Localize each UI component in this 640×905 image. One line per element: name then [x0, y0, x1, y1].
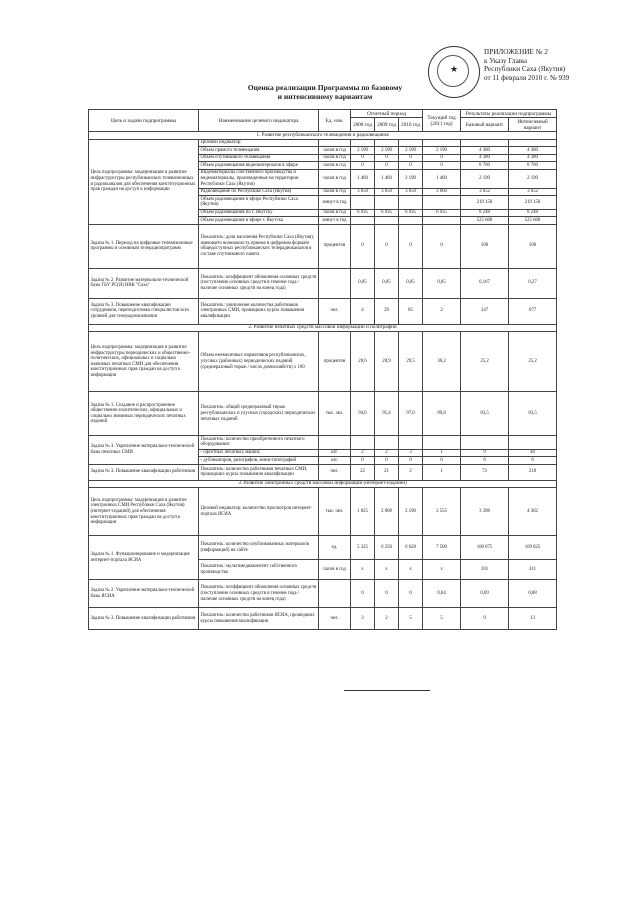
value-cell: 0 [351, 162, 375, 170]
value-cell: 4 380 [461, 147, 509, 155]
value-cell: 525 600 [509, 217, 557, 225]
value-cell [351, 436, 375, 449]
value-cell [399, 139, 423, 147]
appendix-line: к Указу Главы [484, 56, 528, 65]
value-cell: 2 555 [423, 488, 461, 536]
unit-cell: чел. [319, 298, 351, 324]
value-cell [375, 196, 399, 209]
value-cell: 1 460 [375, 169, 399, 188]
indicator-cell: Целевой индикатор: [199, 139, 319, 147]
value-cell: 0 [375, 580, 399, 608]
value-cell: 2 190 [399, 169, 423, 188]
value-cell: 3 [351, 608, 375, 630]
indicator-cell: Объем радиовещания в эфире Республики Саха (Якутия) [199, 196, 319, 209]
value-cell: 85 [399, 298, 423, 324]
table-row [89, 224, 557, 268]
appendix-line: ПРИЛОЖЕНИЕ № 2 [484, 48, 548, 56]
value-cell: 525 600 [461, 217, 509, 225]
value-cell: х [375, 560, 399, 580]
value-cell: 6 [461, 457, 509, 465]
value-cell [509, 139, 557, 147]
value-cell: 0 [423, 224, 461, 268]
value-cell: 0,69 [461, 580, 509, 608]
value-cell [399, 196, 423, 209]
unit-cell: часов в год [319, 154, 351, 162]
unit-cell: чел. [319, 608, 351, 630]
table-row [89, 332, 557, 392]
value-cell [399, 217, 423, 225]
indicator-cell: Целевой индикатор: количество просмотров интернет-портала ЯСИА [199, 488, 319, 536]
unit-cell: процентов [319, 332, 351, 392]
value-cell: 1 460 [423, 169, 461, 188]
goal-cell: Цель подпрограммы: модернизация и развитие инфраструктуры республиканских телевизионных и радиоканалов для обеспечения конституционных прав граждан на доступ к информации [89, 139, 199, 224]
value-cell: 5 [399, 608, 423, 630]
value-cell: 0 [351, 224, 375, 268]
value-cell: 2 008 [375, 488, 399, 536]
value-cell: 28,6 [351, 332, 375, 392]
unit-cell [319, 268, 351, 298]
value-cell: 99,8 [423, 392, 461, 436]
value-cell: 0,27 [509, 268, 557, 298]
value-cell: 6 628 [399, 536, 423, 560]
table-row [89, 436, 557, 449]
evaluation-table [88, 109, 557, 630]
section-title: 3. Развитие электронных средств массовой информации (интернет-изданий) [89, 480, 557, 488]
goal-cell: Цель подпрограммы: модернизация и развитие электронных СМИ Республики Саха (Якутия) (интернет-изданий) для обеспечения конституционных прав граждан на доступ к информации [89, 488, 199, 536]
table-row [89, 464, 557, 480]
value-cell: 1 460 [351, 169, 375, 188]
unit-cell [319, 580, 351, 608]
unit-cell: ед. [319, 536, 351, 560]
value-cell: 0 [423, 154, 461, 162]
indicator-cell: Показатель: мультимедиаконтент собственного производства [199, 560, 319, 580]
indicator-cell: Объем радиовещания в эфире г. Якутска [199, 217, 319, 225]
value-cell: 3 652 [509, 188, 557, 196]
value-cell: 2 [423, 298, 461, 324]
value-cell: 219 150 [461, 196, 509, 209]
value-cell: 28,9 [375, 332, 399, 392]
value-cell: 29,5 [399, 332, 423, 392]
value-cell: 2 [375, 449, 399, 457]
value-cell: 2 190 [399, 488, 423, 536]
value-cell: 3 650 [375, 188, 399, 196]
value-cell: 4 380 [461, 154, 509, 162]
table-row [89, 268, 557, 298]
title-line: и интенсивному вариантам [277, 91, 373, 101]
value-cell: 6 258 [375, 536, 399, 560]
value-cell: 4 380 [509, 154, 557, 162]
value-cell: 2 190 [509, 169, 557, 188]
value-cell: 210 [509, 464, 557, 480]
table-row [89, 392, 557, 436]
indicator-cell: Показатель: коэффициент обновления основных средств (поступление основных средств в течение года / наличие основных средств на конец года) [199, 580, 319, 608]
task-cell: Задача № 3. Повышение квалификации работников [89, 608, 199, 630]
value-cell: 6 935 [423, 209, 461, 217]
unit-cell: шт. [319, 449, 351, 457]
indicator-cell: Показатель: количество приобретенного печатного оборудования: [199, 436, 319, 449]
unit-cell: часов в год [319, 188, 351, 196]
value-cell [423, 196, 461, 209]
value-cell: 347 [461, 298, 509, 324]
col-results: Результаты реализации подпрограммы [461, 110, 557, 118]
value-cell [351, 217, 375, 225]
value-cell: 4 [351, 298, 375, 324]
title-line: Оценка реализации Программы по базовому [247, 83, 403, 92]
indicator-cell: Показатель: доля населения Республики Саха (Якутия), имеющего возможность приема в цифровом формате общедоступных республиканских телерадиоканалов в составе спутникового пакета [199, 224, 319, 268]
value-cell: 0 [375, 224, 399, 268]
value-cell: 0,05 [351, 268, 375, 298]
value-cell [423, 139, 461, 147]
value-cell [423, 217, 461, 225]
value-cell: 0 [423, 162, 461, 170]
value-cell: 1 [423, 449, 461, 457]
table-row [89, 298, 557, 324]
unit-cell: часов в год [319, 169, 351, 188]
indicator-cell: Объем ежемесячных нормативов республиканских, улусных (районных) периодических изданий (среднеразовый тираж / число домохозяйств) х 100 [199, 332, 319, 392]
table-header-row [89, 110, 557, 118]
value-cell [375, 139, 399, 147]
value-cell: 219 150 [509, 196, 557, 209]
col-indicator: Наименование целевого индикатора [199, 110, 319, 132]
value-cell: х [399, 560, 423, 580]
value-cell [375, 436, 399, 449]
indicator-cell: Радиовещание по Республике Саха (Якутия) [199, 188, 319, 196]
value-cell: 2 190 [461, 169, 509, 188]
unit-cell [319, 139, 351, 147]
value-cell: 0 [375, 457, 399, 465]
value-cell: 2 190 [423, 147, 461, 155]
section-title: 2. Развитие печатных средств массовой информации и полиграфии [89, 324, 557, 332]
value-cell: 4 380 [509, 147, 557, 155]
value-cell: 3 660 [423, 188, 461, 196]
task-cell: Задача № 3. Повышение квалификации сотрудников, переподготовка специалистов всех уровней для телерадиокомпании [89, 298, 199, 324]
col-2010: 2010 год [399, 118, 423, 132]
value-cell: 0,05 [423, 268, 461, 298]
indicator-cell: Показатель: увеличение количества работников электронных СМИ, прошедших курсы повышения квалификации [199, 298, 319, 324]
value-cell: 3 650 [351, 188, 375, 196]
value-cell: 101 [461, 560, 509, 580]
value-cell [423, 436, 461, 449]
indicator-cell: Объем радиовещания по г. Якутску [199, 209, 319, 217]
value-cell: 0,167 [461, 268, 509, 298]
value-cell: 8 248 [461, 209, 509, 217]
value-cell: 0,64 [423, 580, 461, 608]
indicator-cell: Показатель: количество работников ЯСИА, прошедших курсы повышения квалификации [199, 608, 319, 630]
value-cell: 2 [351, 449, 375, 457]
indicator-cell: Объем радиовещания видеоматериалов в эфире [199, 162, 319, 170]
indicator-cell: Показатель: количество опубликованных материалов (информаций) на сайте [199, 536, 319, 560]
value-cell: 311 [509, 560, 557, 580]
value-cell [399, 436, 423, 449]
value-cell [461, 139, 509, 147]
task-cell: Задача № 3. Укрепление материально-технической базы печатных СМИ [89, 436, 199, 464]
value-cell: 0,05 [399, 268, 423, 298]
indicator-cell: Показатель: общий среднеразовый тираж республиканских и улусных (городских) периодических печатных изданий [199, 392, 319, 436]
value-cell: х [423, 560, 461, 580]
indicator-cell: Объем спутникового телевещания [199, 154, 319, 162]
col-2008: 2008 год [351, 118, 375, 132]
value-cell: 0 [399, 162, 423, 170]
section-row [89, 324, 557, 332]
col-unit: Ед. изм. [319, 110, 351, 132]
col-current: Текущий год (2011 год) [423, 110, 461, 132]
unit-cell: чел. [319, 464, 351, 480]
unit-cell: часов в год [319, 162, 351, 170]
value-cell: 106 675 [461, 536, 509, 560]
value-cell: 30,2 [423, 332, 461, 392]
value-cell: 1 825 [351, 488, 375, 536]
value-cell: х [351, 560, 375, 580]
value-cell: 5 [423, 608, 461, 630]
value-cell: 9 [461, 449, 509, 457]
value-cell: 2 190 [351, 147, 375, 155]
unit-cell: процентов [319, 224, 351, 268]
unit-cell: часов в год [319, 147, 351, 155]
value-cell: 6 935 [351, 209, 375, 217]
task-cell: Задача № 1. Переход на цифровые телевизионные программы в основным телерадиопрограмм [89, 224, 199, 268]
task-cell: Задача № 1. Создание и распространение общественно-политических, официальных и социально значимых периодических печатных изданий [89, 392, 199, 436]
value-cell: 109 825 [509, 536, 557, 560]
value-cell: 25,2 [509, 332, 557, 392]
value-cell: 0 [351, 154, 375, 162]
value-cell: 1 [423, 464, 461, 480]
task-cell: Задача № 2. Развитие материально-технической базы ГБУ РС(Я) НВК "Саха" [89, 268, 199, 298]
appendix-line: от 11 февраля 2010 г. № 939 [484, 73, 570, 82]
value-cell: 13 [509, 608, 557, 630]
value-cell: 2 190 [399, 147, 423, 155]
value-cell: 21 [375, 464, 399, 480]
value-cell: 0 [351, 580, 375, 608]
task-cell: Задача № 2. Укрепление материально-технической базы ЯСИА [89, 580, 199, 608]
value-cell: 0,05 [375, 268, 399, 298]
section-row [89, 132, 557, 140]
section-title: 1. Развитие республиканского телевидения и радиовещания [89, 132, 557, 140]
table-row [89, 139, 557, 147]
value-cell: 8 760 [509, 162, 557, 170]
value-cell: 29 [375, 298, 399, 324]
value-cell: 0 [399, 224, 423, 268]
value-cell: 2 [399, 464, 423, 480]
table-row [89, 608, 557, 630]
value-cell: 3 398 [461, 488, 509, 536]
value-cell: 0 [399, 580, 423, 608]
indicator-cell: Объем прямого телевещания [199, 147, 319, 155]
unit-cell: минут в год [319, 196, 351, 209]
col-goals: Цель и задачи подпрограммы [89, 110, 199, 132]
value-cell: 9 [461, 608, 509, 630]
value-cell: 6 935 [399, 209, 423, 217]
value-cell: 5 325 [351, 536, 375, 560]
value-cell: 0 [423, 457, 461, 465]
unit-cell: шт. [319, 457, 351, 465]
appendix-header [484, 48, 569, 82]
unit-cell: тыс. экз. [319, 392, 351, 436]
value-cell: 2 [375, 608, 399, 630]
unit-cell [319, 436, 351, 449]
value-cell: 0,88 [509, 580, 557, 608]
indicator-cell: Показатель: коэффициент обновления основных средств (поступление основных средств в течение года / наличие основных средств на конец года) [199, 268, 319, 298]
unit-cell: часов в год [319, 560, 351, 580]
col-reporting: Отчетный период [351, 110, 423, 118]
section-row [89, 480, 557, 488]
appendix-line: Республики Саха (Якутия) [484, 65, 566, 74]
value-cell: 677 [509, 298, 557, 324]
value-cell: 3 652 [461, 188, 509, 196]
value-cell: 0 [375, 162, 399, 170]
value-cell: 73 [461, 464, 509, 480]
value-cell: 100 [461, 224, 509, 268]
value-cell [461, 436, 509, 449]
value-cell: 4 362 [509, 488, 557, 536]
value-cell [509, 436, 557, 449]
task-cell: Задача № 1. Функционирование и модернизация интернет-портала ЯСИА [89, 536, 199, 580]
value-cell: 3 [399, 449, 423, 457]
value-cell: 22 [351, 464, 375, 480]
document-title [180, 84, 470, 102]
value-cell: 83,5 [461, 392, 509, 436]
col-intensive: Интенсивный вариант [509, 118, 557, 132]
goal-cell: Цель подпрограммы: модернизация и развитие инфраструктуры периодических и общественно-политических, официальных и социально значимых печатных СМИ для обеспечения конституционных прав граждан на доступ к информации [89, 332, 199, 392]
value-cell: 3 650 [399, 188, 423, 196]
table-row [89, 580, 557, 608]
footer-line [344, 690, 430, 691]
value-cell: 6 [509, 457, 557, 465]
value-cell: 94,6 [351, 392, 375, 436]
col-2009: 2009 год [375, 118, 399, 132]
value-cell: 0 [351, 457, 375, 465]
unit-cell: тыс. чел. [319, 488, 351, 536]
indicator-cell: - офсетных печатных машин; [199, 449, 319, 457]
value-cell: 83,5 [509, 392, 557, 436]
value-cell: 7 500 [423, 536, 461, 560]
unit-cell: минут в год [319, 217, 351, 225]
value-cell [351, 196, 375, 209]
value-cell: 0 [399, 154, 423, 162]
table-row [89, 488, 557, 536]
col-base: Базовый вариант [461, 118, 509, 132]
indicator-cell: Видеоматериалы собственного производства и видеоматериалы, произведенные на территории Республики Саха (Якутия) [199, 169, 319, 188]
value-cell: 25,2 [461, 332, 509, 392]
task-cell: Задача № 3. Повышение квалификации работников [89, 464, 199, 480]
table-row [89, 536, 557, 560]
value-cell [351, 139, 375, 147]
value-cell: 0 [375, 154, 399, 162]
value-cell: 100 [509, 224, 557, 268]
value-cell: 2 190 [375, 147, 399, 155]
indicator-cell: - дубликаторов, ризографов, мини-типографий [199, 457, 319, 465]
value-cell [375, 217, 399, 225]
value-cell: 8 248 [509, 209, 557, 217]
unit-cell: часов в год [319, 209, 351, 217]
indicator-cell: Показатель: количество работников печатных СМИ, прошедших курсы повышения квалификации [199, 464, 319, 480]
value-cell: 48 [509, 449, 557, 457]
value-cell: 6 935 [375, 209, 399, 217]
value-cell: 8 760 [461, 162, 509, 170]
star-icon: ★ [449, 64, 459, 74]
value-cell: 97,0 [399, 392, 423, 436]
value-cell: 0 [399, 457, 423, 465]
value-cell: 95,4 [375, 392, 399, 436]
